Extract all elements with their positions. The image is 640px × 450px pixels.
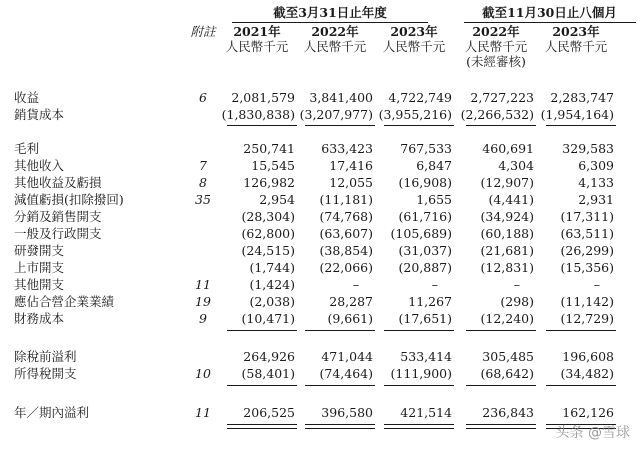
row-label: 研發開支 [14,243,65,258]
watermark-text: 头条 @雪球 [555,425,630,441]
row-value: (26,299) [560,243,614,258]
row-note: 11 [195,277,211,292]
row-value: (34,482) [560,366,614,381]
row-value: 162,126 [562,405,614,420]
row-value: 4,722,749 [388,90,452,105]
row-value: 460,691 [482,141,534,156]
column-unit-2: 人民幣千元 [303,39,367,54]
row-label: 其他收入 [14,158,65,173]
subtotal-underline [466,330,536,331]
subtotal-underline [305,330,375,331]
row-label: 其他開支 [14,277,65,292]
row-value: (60,188) [480,226,534,241]
row-value: (1,954,164) [540,107,614,122]
row-value: (12,240) [480,311,534,326]
period-group-eight-months: 截至11月30日止八個月 [482,5,617,20]
row-value: (74,464) [319,366,373,381]
row-note: 7 [199,158,207,173]
row-label: 一般及行政開支 [14,226,102,241]
subtotal-underline [546,385,616,386]
subtotal-underline [466,385,536,386]
row-value: 2,727,223 [470,90,534,105]
row-value: – [352,277,359,292]
subtotal-underline [305,385,375,386]
row-note: 11 [195,405,211,420]
row-label: 其他收益及虧損 [14,175,102,190]
row-value: (17,651) [398,311,452,326]
total-double-underline [227,424,297,429]
row-label: 毛利 [14,141,40,156]
row-label: 除稅前溢利 [14,349,77,364]
row-value: 6,309 [578,158,614,173]
row-label: 年／期內溢利 [14,405,90,420]
row-value: 633,423 [321,141,373,156]
column-subtitle-4: (未經審核) [466,54,526,69]
row-value: (10,471) [241,311,295,326]
row-label: 所得稅開支 [14,366,77,381]
row-value: 4,133 [578,175,614,190]
subtotal-underline [227,125,297,126]
row-value: (1,830,838) [221,107,295,122]
subtotal-underline [305,125,375,126]
row-note: 19 [195,294,211,309]
row-note: 8 [199,175,207,190]
row-label: 上市開支 [14,260,65,275]
row-value: (3,207,977) [299,107,373,122]
row-value: 4,304 [498,158,534,173]
row-value: (34,924) [480,209,534,224]
subtotal-underline [546,330,616,331]
row-label: 收益 [14,90,40,105]
row-value: (15,356) [560,260,614,275]
row-label: 分銷及銷售開支 [14,209,102,224]
column-unit-5: 人民幣千元 [544,39,608,54]
row-value: (74,768) [319,209,373,224]
row-value: (68,642) [480,366,534,381]
note-heading: 附註 [190,24,216,39]
row-value: (31,037) [398,243,452,258]
column-year-1: 2021年 [233,24,281,39]
row-value: (298) [500,294,534,309]
row-note: 9 [199,311,207,326]
total-double-underline [466,424,536,429]
row-value: (1,744) [249,260,295,275]
row-value: (12,831) [480,260,534,275]
column-year-2: 2022年 [311,24,359,39]
row-value: (21,681) [480,243,534,258]
row-value: (12,907) [480,175,534,190]
row-value: 421,514 [400,405,452,420]
column-unit-1: 人民幣千元 [225,39,289,54]
row-value: 206,525 [243,405,295,420]
row-value: (11,142) [560,294,614,309]
row-value: (24,515) [241,243,295,258]
row-value: – [513,277,520,292]
row-value: 264,926 [243,349,295,364]
row-value: (61,716) [398,209,452,224]
row-note: 6 [199,90,207,105]
row-value: (62,800) [241,226,295,241]
column-year-5: 2023年 [552,24,600,39]
column-unit-4: 人民幣千元 [464,39,528,54]
row-value: 1,655 [416,192,452,207]
row-value: (63,607) [319,226,373,241]
row-value: (2,266,532) [460,107,534,122]
row-value: 767,533 [400,141,452,156]
row-note: 35 [195,192,211,207]
row-value: 126,982 [243,175,295,190]
subtotal-underline [466,125,536,126]
row-value: (3,955,216) [378,107,452,122]
row-value: 6,847 [416,158,452,173]
row-value: (12,729) [560,311,614,326]
row-value: 2,283,747 [550,90,614,105]
subtotal-underline [384,330,454,331]
row-value: (11,181) [319,192,373,207]
row-label: 銷貨成本 [14,107,65,122]
period-group-year-ended: 截至3月31日止年度 [273,5,387,20]
row-value: 3,841,400 [309,90,373,105]
row-value: (63,511) [560,226,614,241]
row-value: 17,416 [329,158,373,173]
row-value: (17,311) [560,209,614,224]
row-value: 12,055 [329,175,373,190]
row-value: 2,081,579 [231,90,295,105]
row-value: (28,304) [241,209,295,224]
column-unit-3: 人民幣千元 [382,39,446,54]
row-value: (16,908) [398,175,452,190]
subtotal-underline [227,385,297,386]
row-value: 196,608 [562,349,614,364]
row-value: 2,954 [259,192,295,207]
row-value: (9,661) [327,311,373,326]
row-value: (2,038) [249,294,295,309]
row-value: 236,843 [482,405,534,420]
row-value: 11,267 [408,294,452,309]
row-note: 10 [195,366,211,381]
subtotal-underline [546,125,616,126]
row-label: 減值虧損(扣除撥回) [14,192,124,207]
row-value: 15,545 [251,158,295,173]
period-group-underline-2 [464,22,636,23]
row-value: (111,900) [390,366,452,381]
row-value: – [431,277,438,292]
row-value: 396,580 [321,405,373,420]
row-label: 財務成本 [14,311,65,326]
period-group-underline-1 [232,22,428,23]
row-value: – [593,277,600,292]
row-value: (22,066) [319,260,373,275]
row-value: 305,485 [482,349,534,364]
row-value: 329,583 [562,141,614,156]
subtotal-underline [384,125,454,126]
row-value: (4,441) [488,192,534,207]
subtotal-underline [227,330,297,331]
column-year-4: 2022年 [472,24,520,39]
total-double-underline [384,424,454,429]
row-value: 250,741 [243,141,295,156]
row-label: 應佔合營企業業績 [14,294,115,309]
row-value: 2,931 [578,192,614,207]
row-value: 28,287 [329,294,373,309]
subtotal-underline [384,385,454,386]
row-value: 471,044 [321,349,373,364]
row-value: 533,414 [400,349,452,364]
row-value: (38,854) [319,243,373,258]
row-value: (58,401) [241,366,295,381]
column-year-3: 2023年 [390,24,438,39]
row-value: (20,887) [398,260,452,275]
total-double-underline [305,424,375,429]
row-value: (1,424) [249,277,295,292]
row-value: (105,689) [390,226,452,241]
